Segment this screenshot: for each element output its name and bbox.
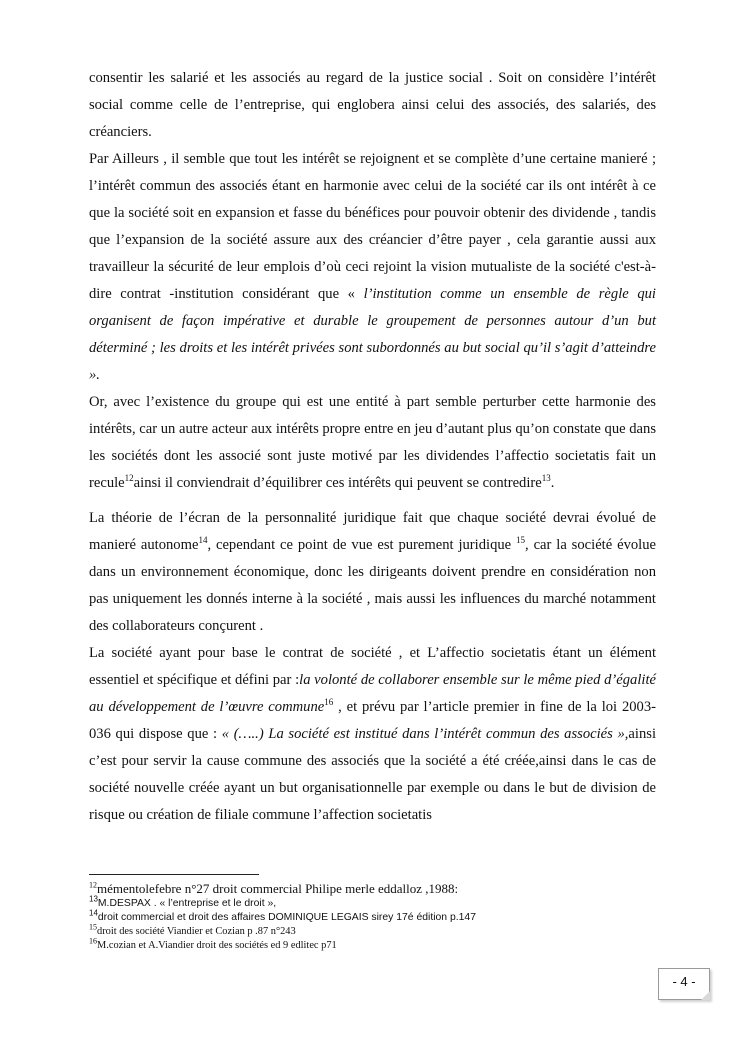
quoted-definition: l’institution comme un ensemble de règle qui organisent de façon impérative et durable le groupement de personnes autour d’un but déterminé ; les droits et les intérêt privées sont subordonnés au but social qu’il s’agit d’atteindre ». (89, 286, 656, 383)
paragraph-2: Par Ailleurs , il semble que tout les intérêt se rejoignent et se complète d’une certaine manieré ; l’intérêt commun des associés étant en harmonie avec celui de la société car ils ont intérêt à ce que la société soit en expansion et fasse du bénéfices pour pouvoir obtenir des dividende , tandis que l’expansion de la société assure aux des créancier d’être payer , cela garantie aussi aux travailleur la sécurité de leur emplois d’où ceci rejoint la vision mutualiste de la société c'est-à-dire contrat -institution considérant que « l’institution comme un ensemble de règle qui organisent de façon impérative et durable le groupement de personnes autour d’un but déterminé ; les droits et les intérêt privées sont subordonnés au but social qu’il s’agit d’atteindre ». (89, 151, 656, 383)
section-2 (89, 505, 656, 829)
definition-quote: la volonté de collaborer ensemble sur le même pied d’égalité au développement de l’œuvre commune (89, 672, 656, 715)
paragraph-1: consentir les salarié et les associés au regard de la justice social . Soit on considère l’intérêt social comme celle de l’entreprise, qui englobera ainsi celui des associés, des salariés, des créanciers. (89, 70, 656, 140)
body-text (89, 65, 656, 497)
footnote-separator (89, 874, 259, 875)
paragraph-5: La société ayant pour base le contrat de société , et L’affectio societatis étant un élément essentiel et spécifique et défini par :la volonté de collaborer ensemble sur le même pied d’égalité au développement de l’œuvre commune$^{16}$ , et prévu par l’article premier in fine de la loi 2003-036 qui dispose que : « (…..) La société est institué dans l’intérêt commun des associés »,ainsi c’est pour servir la cause commune des associés que la société a été créée,ainsi dans le cas de société nouvelle créée ayant un but organisationnelle par exemple ou dans le but de division de risque ou création de filiale commune l’affection societatis (89, 645, 657, 823)
footnote-ref-13: 13 (541, 473, 551, 484)
footnote-16: $^{16}$M.cozian et A.Viandier droit des sociétés ed 9 edlitec p71 (89, 936, 337, 951)
paragraph-3: Or, avec l’existence du groupe qui est une entité à part semble perturber cette harmonie des intérêts, car un autre acteur aux intérêts propre entre en jeu d’autant plus qu’on constate que dans les sociétés dont les associé sont juste motivé par les dividendes l’affectio societatis fait un recule$^{12}$ainsi il conviendrait d’équilibrer ces intérêts qui peuvent se contredire$^{13}$. (89, 394, 656, 491)
footnote-14: $^{14}$droit commercial et droit des affaires DOMINIQUE LEGAIS sirey 17é édition p.147 (89, 908, 476, 923)
footnote-13: $^{13}$M.DESPAX . « l’entreprise et le droit », (89, 894, 277, 909)
footnote-ref-14: 14 (198, 535, 208, 546)
footnotes (89, 880, 656, 953)
page-number-box (658, 968, 710, 1000)
paragraph-4: La théorie de l’écran de la personnalité juridique fait que chaque société devrai évolué de manieré autonome$^{14}$, cependant ce point de vue est purement juridique $^{15}$, car la société évolue dans un environnement économique, donc les dirigeants doivent prendre en considération non pas uniquement les donnés interne à la société , mais aussi les influences du marché notamment des collaborateurs conçurent . (89, 510, 656, 634)
law-quote: « (…..) La société est institué dans l’intérêt commun des associés » (221, 726, 625, 742)
footnote-15: $^{15}$droit des société Viandier et Cozian p .87 n°243 (89, 922, 296, 937)
page-number: - 4 - (672, 974, 696, 989)
footnote-ref-16: 16 (324, 697, 334, 708)
footnote-12: $^{12}$mémentolefebre n°27 droit commercial Philipe merle eddalloz ,1988: (89, 880, 459, 896)
footnote-ref-12: 12 (124, 473, 134, 484)
footnote-ref-15: 15 (516, 535, 526, 546)
